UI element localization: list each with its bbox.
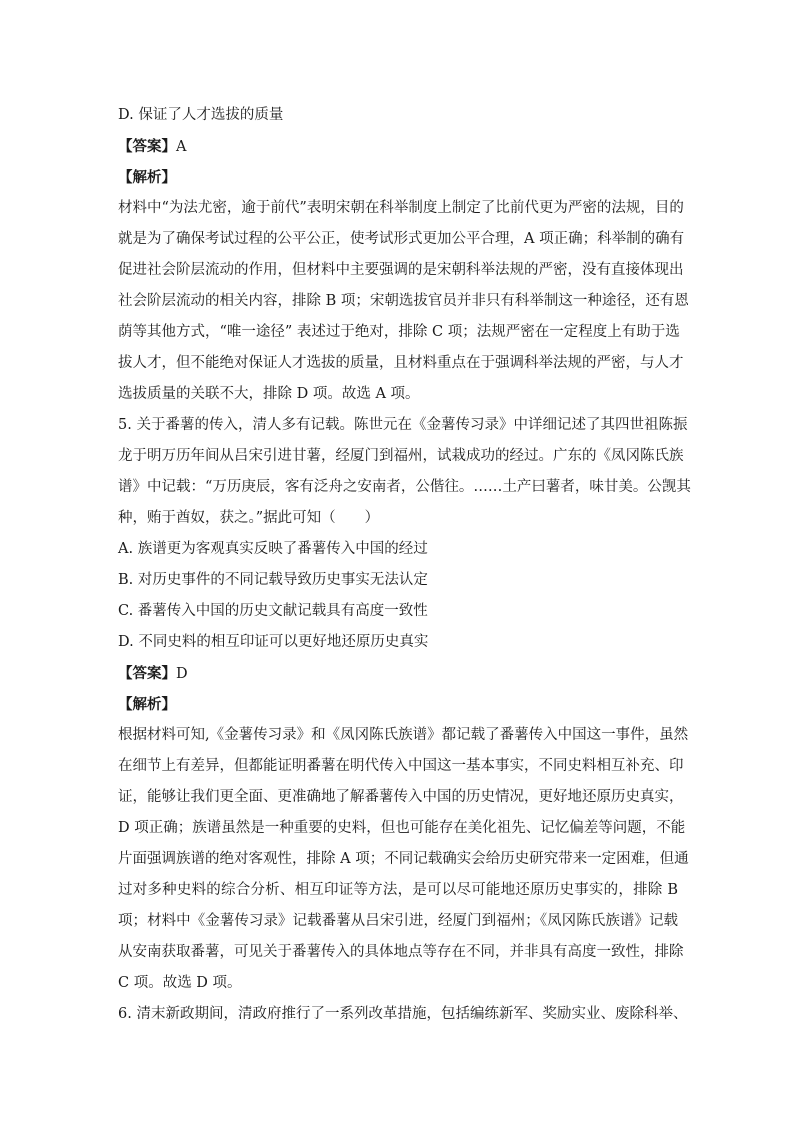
q5-stem-line: 龙于明万历年间从吕宋引进甘薯，经厦门到福州，试栽成功的经过。广东的《凤冈陈氏族 [118, 448, 684, 464]
analysis-label: 【解析】 [118, 696, 176, 713]
q6-stem [118, 999, 688, 1030]
q5-stem-line: 谱》中记载：“万历庚辰，客有泛舟之安南者，公偕往。……土产曰薯者，味甘美。公觊其 [118, 479, 691, 495]
q5-option-d: D. 不同史料的相互印证可以更好地还原历史真实 [118, 634, 429, 650]
answer-value: D [176, 666, 188, 682]
q5-option-b: B. 对历史事件的不同记载导致历史事实无法认定 [118, 572, 428, 588]
q5-analysis-line: 项；材料中《金薯传习录》记载番薯从吕宋引进，经厦门到福州；《凤冈陈氏族谱》记载 [118, 913, 678, 929]
q5-answer [118, 658, 678, 689]
q4-analysis-line: 材料中“为法尤密，逾于前代”表明宋朝在科举制度上制定了比前代更为严密的法规，目的 [118, 200, 684, 216]
q4-analysis-line: 选拔质量的关联不大，排除 D 项。故选 A 项。 [118, 386, 420, 402]
q5-analysis-line: 过对多种史料的综合分析、相互印证等方法，是可以尽可能地还原历史事实的，排除 B [118, 882, 678, 898]
q4-analysis-paragraph [118, 193, 689, 410]
q5-analysis-line: 根据材料可知,《金薯传习录》和《凤冈陈氏族谱》都记载了番薯传入中国这一事件，虽然 [118, 727, 689, 743]
q6-stem-line: 6. 清末新政期间，清政府推行了一系列改革措施，包括编练新军、奖励实业、废除科举、 [118, 1006, 688, 1022]
q5-analysis-heading [118, 689, 678, 720]
answer-value: A [176, 139, 187, 155]
q4-analysis-line: 拔人才，但不能绝对保证人才选拔的质量，且材料重点在于强调科举法规的严密，与人才 [118, 355, 684, 371]
q5-analysis-line: 从安南获取番薯，可见关于番薯传入的具体地点等存在不同，并非具有高度一致性，排除 [118, 944, 684, 960]
q4-analysis-heading [118, 162, 678, 193]
q5-stem-line: 5. 关于番薯的传入，清人多有记载。陈世元在《金薯传习录》中详细记述了其四世祖陈振 [118, 417, 688, 433]
q4-analysis-line: 荫等其他方式，“唯一途径” 表述过于绝对，排除 C 项；法规严密在一定程度上有助于选 [118, 324, 680, 340]
q4-analysis-line: 促进社会阶层流动的作用，但材料中主要强调的是宋朝科举法规的严密，没有直接体现出 [118, 262, 684, 278]
q5-stem-line: 种，贿于酋奴，获之。”据此可知（ ） [118, 510, 380, 526]
q5-analysis-line: 片面强调族谱的绝对客观性，排除 A 项；不同记载确实会给历史研究带来一定困难，但通 [118, 851, 689, 867]
q5-stem [118, 410, 691, 534]
q5-analysis-line: 证，能够让我们更全面、更准确地了解番薯传入中国的历史情况，更好地还原历史真实， [118, 789, 684, 805]
q5-analysis-line: D 项正确；族谱虽然是一种重要的史料，但也可能存在美化祖先、记忆偏差等问题，不能 [118, 820, 686, 836]
analysis-label: 【解析】 [118, 169, 176, 186]
q5-option-c: C. 番薯传入中国的历史文献记载具有高度一致性 [118, 603, 428, 619]
document-page [118, 100, 691, 1030]
q5-analysis-line: C 项。故选 D 项。 [118, 975, 242, 991]
q4-answer [118, 131, 678, 162]
q5-option-a: A. 族谱更为客观真实反映了番薯传入中国的经过 [118, 541, 428, 557]
answer-label: 【答案】 [118, 138, 176, 155]
q4-analysis-line: 社会阶层流动的相关内容，排除 B 项；宋朝选拔官员并非只有科举制这一种途径，还有恩 [118, 293, 689, 309]
q4-analysis-line: 就是为了确保考试过程的公平公正，使考试形式更加公平合理，A 项正确；科举制的确有 [118, 231, 685, 247]
q5-analysis-line: 在细节上有差异，但都能证明番薯在明代传入中国这一基本事实，不同史料相互补充、印 [118, 758, 684, 774]
q5-analysis-paragraph [118, 720, 689, 999]
answer-label: 【答案】 [118, 665, 176, 682]
q4-option-d: D. 保证了人才选拔的质量 [118, 107, 284, 123]
